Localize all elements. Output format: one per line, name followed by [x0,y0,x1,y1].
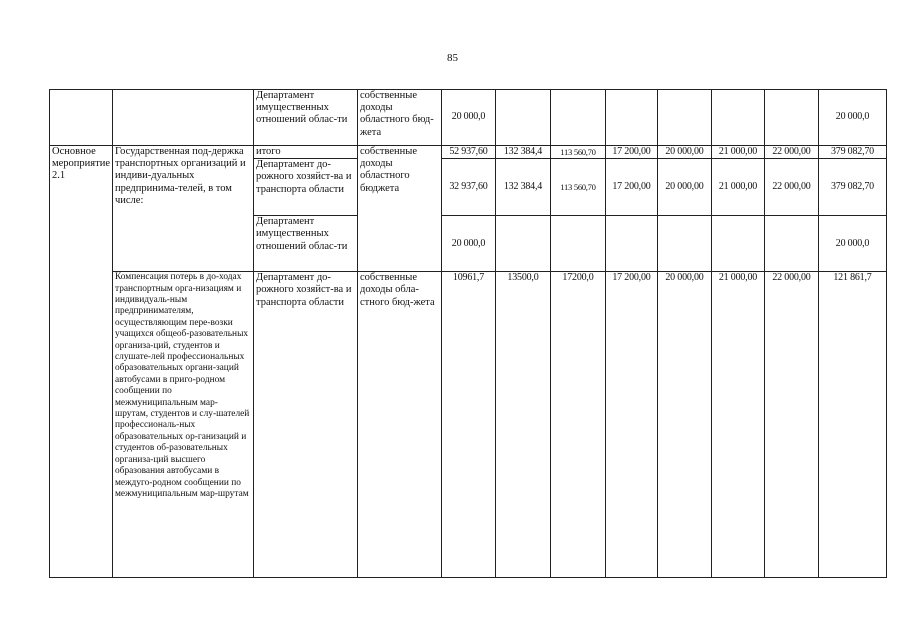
value-total: 121 861,7 [818,272,886,578]
value-2019: 20 000,00 [657,146,711,159]
value-2021: 22 000,00 [764,272,818,578]
value-total: 20 000,0 [818,216,886,272]
value-2019: 20 000,00 [657,272,711,578]
name-cell: Компенсация потерь в до-ходах транспортным орга-низациям и индивидуаль-ным предпринимателям, осуществляющим пере-возки учащихся общеоб-разовательных организа-ций, студентов и слушате-лей профессиональных образовательных органи-заций автобусами в приго-родном сообщении по межмуниципальным мар-шрутам, студентов и слу-шателей профессиональ-ных образовательных ор-ганизаций и студентов об-разовательных организа-ций высшего образования автобусами в междуго-родном сообщении по межмуниципальным мар-шрутам [112,272,253,578]
value-2021: 22 000,00 [764,159,818,216]
source-cell: собственные доходы областного бюд-жета [357,90,441,146]
source-cell: собственные доходы областного бюджета [357,146,441,272]
value-2017 [550,216,605,272]
value-2016 [495,216,550,272]
table-row [50,146,887,159]
executor-cell: Департамент имущественных отношений облас-ти [253,216,357,272]
value-2019 [657,216,711,272]
value-2015: 20 000,0 [441,216,495,272]
table-row [50,90,887,146]
value-2019: 20 000,00 [657,159,711,216]
budget-table [49,89,887,578]
value-2016: 132 384,4 [495,146,550,159]
name-cell [112,90,253,146]
table-row [50,272,887,578]
value-2015: 32 937,60 [441,159,495,216]
value-2021 [764,90,818,146]
value-2017: 113 560,70 [550,159,605,216]
executor-cell: Департамент до-рожного хозяйст-ва и транспорта области [253,159,357,216]
source-cell: собственные доходы обла-стного бюд-жета [357,272,441,578]
value-2020: 21 000,00 [711,272,764,578]
value-2020 [711,90,764,146]
value-total: 379 082,70 [818,159,886,216]
value-2020: 21 000,00 [711,146,764,159]
value-2018: 17 200,00 [605,272,657,578]
name-cell: Государственная под-держка транспортных организаций и индиви-дуальных предпринима-телей, в том числе: [112,146,253,272]
value-2016: 13500,0 [495,272,550,578]
value-2020: 21 000,00 [711,159,764,216]
value-2015: 52 937,60 [441,146,495,159]
value-2017 [550,90,605,146]
value-2020 [711,216,764,272]
event-cell [50,90,113,146]
value-2015: 20 000,0 [441,90,495,146]
value-2021 [764,216,818,272]
executor-cell: Департамент до-рожного хозяйст-ва и транспорта области [253,272,357,578]
value-2017: 113 560,70 [550,146,605,159]
value-2016: 132 384,4 [495,159,550,216]
executor-cell: итого [253,146,357,159]
value-2018: 17 200,00 [605,159,657,216]
value-2021: 22 000,00 [764,146,818,159]
value-2018: 17 200,00 [605,146,657,159]
value-2016 [495,90,550,146]
page-number: 85 [447,52,458,64]
value-2019 [657,90,711,146]
value-total: 20 000,0 [818,90,886,146]
executor-cell: Департамент имущественных отношений облас-ти [253,90,357,146]
value-total: 379 082,70 [818,146,886,159]
value-2015: 10961,7 [441,272,495,578]
value-2018 [605,90,657,146]
value-2017: 17200,0 [550,272,605,578]
value-2018 [605,216,657,272]
event-cell: Основное мероприятие 2.1 [50,146,113,578]
